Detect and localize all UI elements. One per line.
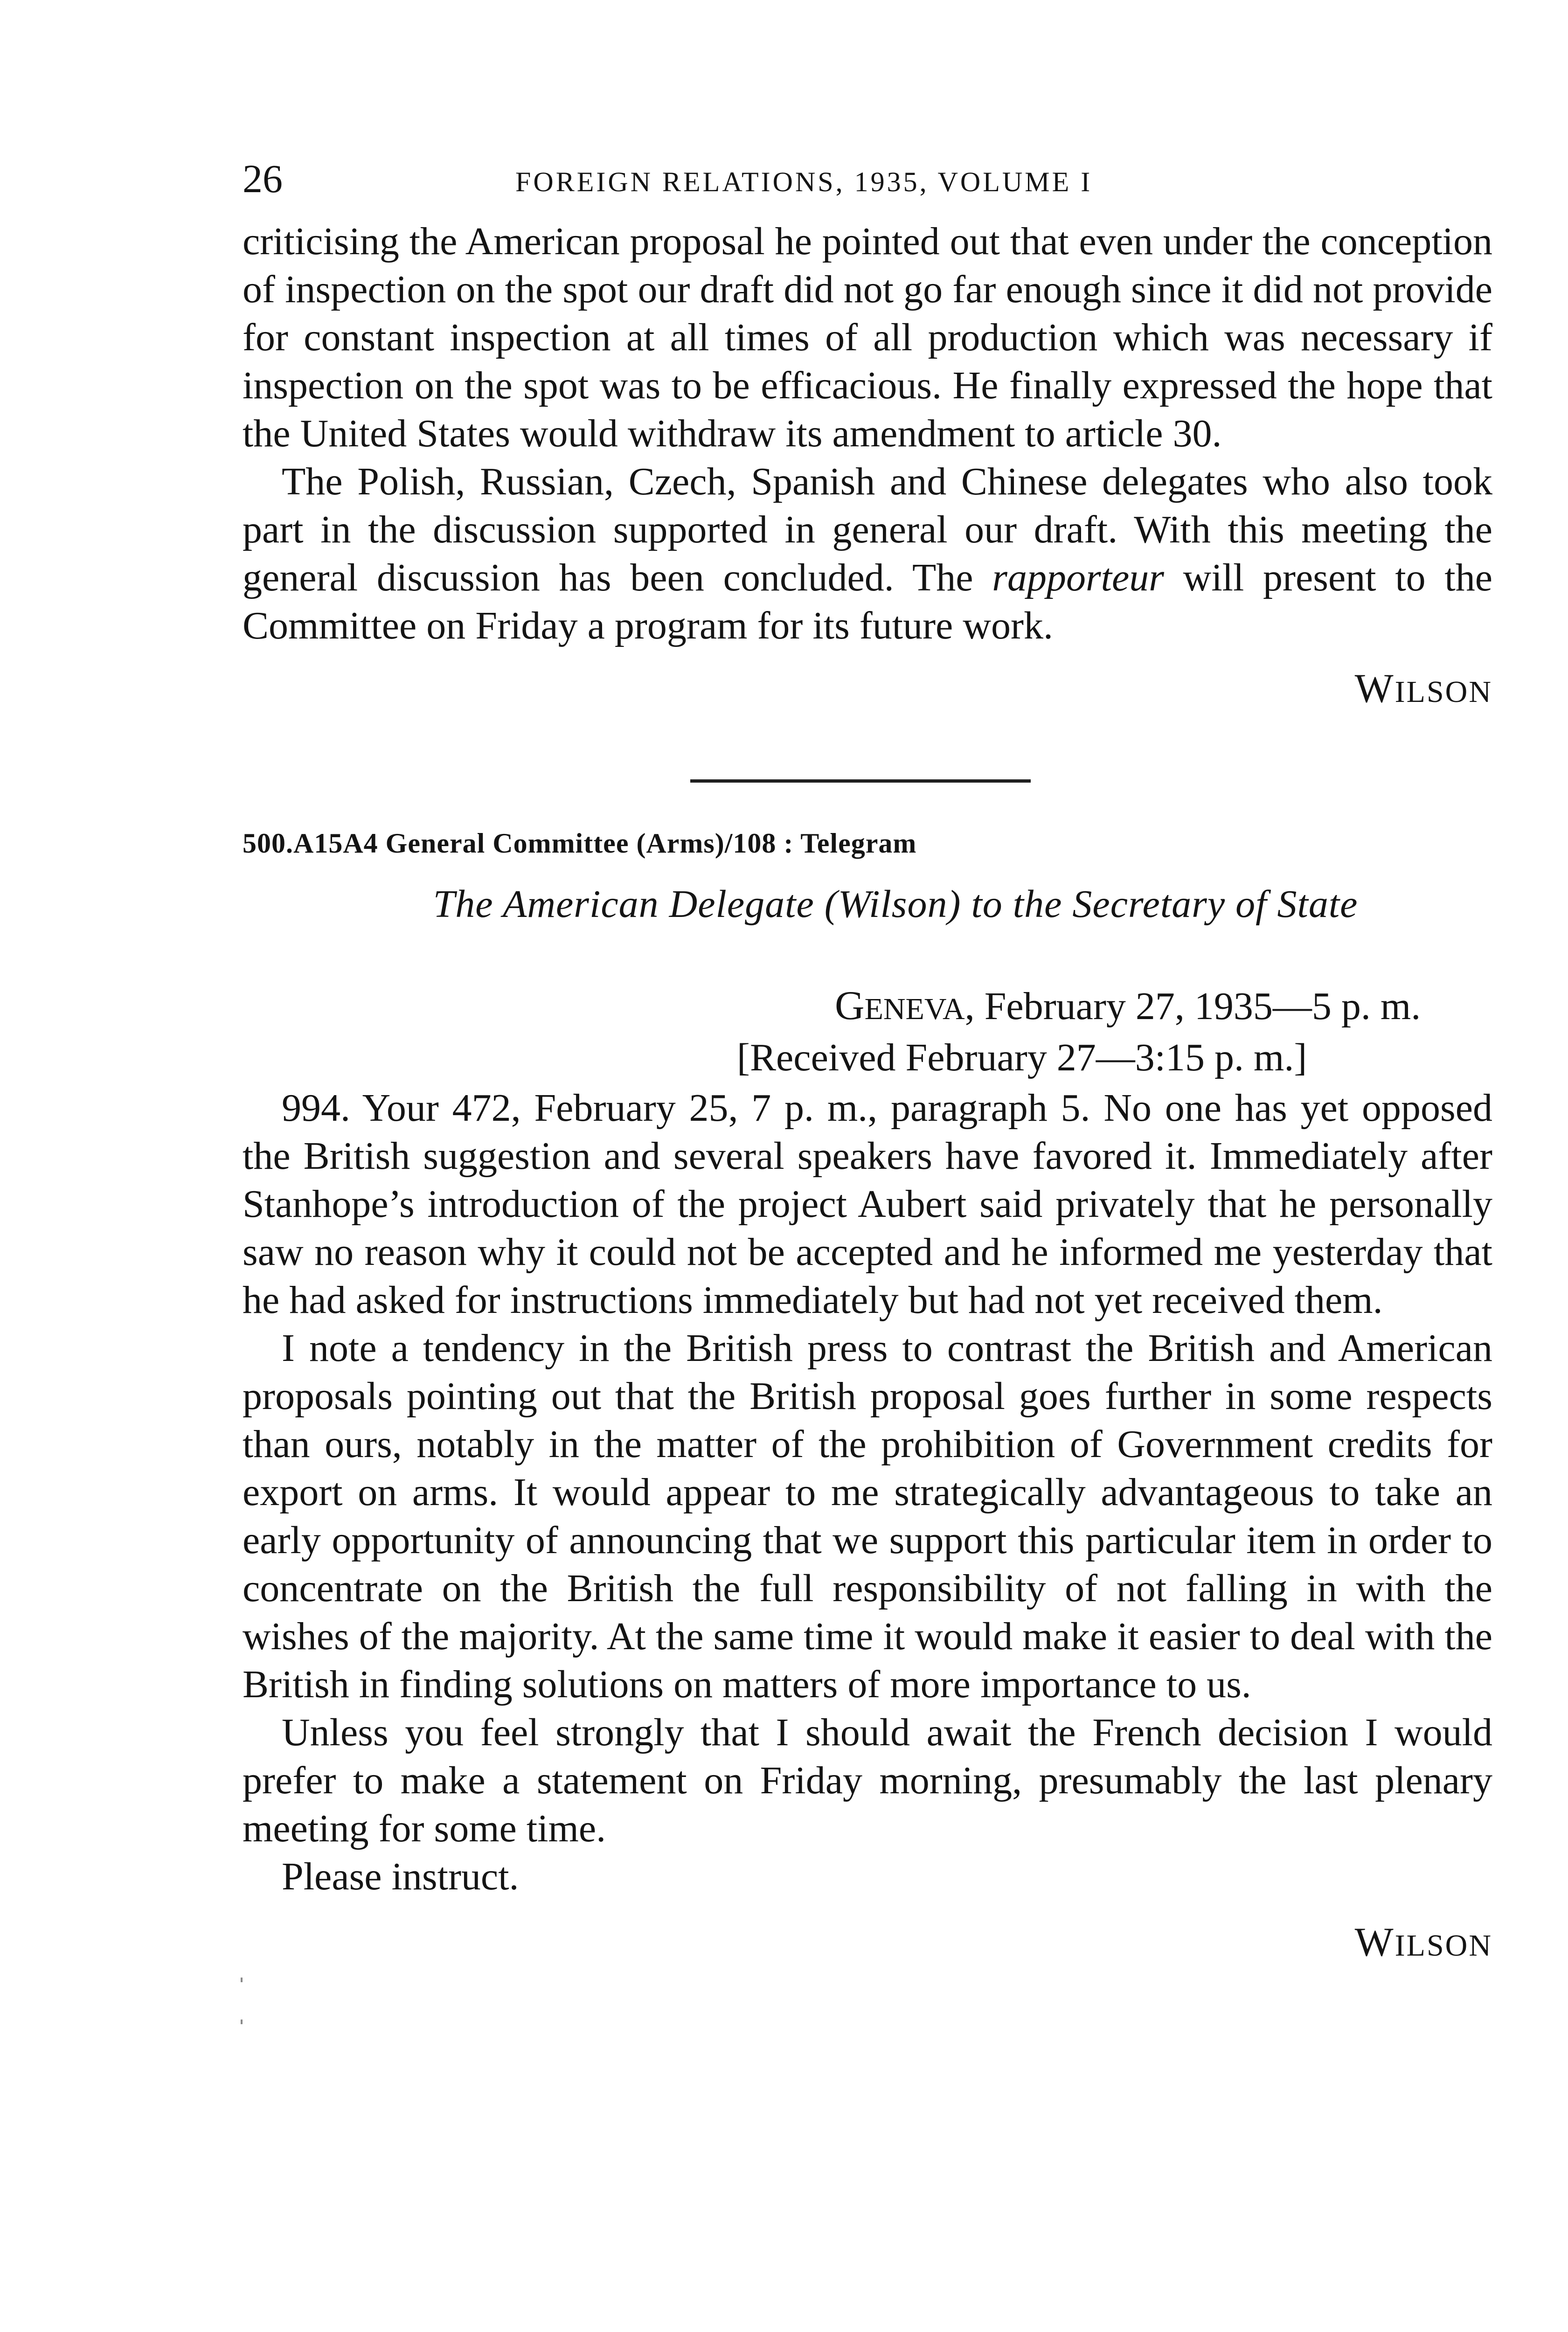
file-reference: 500.A15A4 General Committee (Arms)/108 : Telegram <box>243 828 917 859</box>
dateline-place: GENEVA <box>835 983 965 1029</box>
paragraph: The Polish, Russian, Czech, Spanish and Chinese delegates who also took part in the discussion supported in general our draft. With this meeting the general discussion has been concluded. The rapporteur will present to the Committee on Friday a program for its future work. <box>243 460 1492 647</box>
continued-telegram-body <box>243 217 1492 650</box>
paragraph: criticising the American proposal he pointed out that even under the conception of inspection on the spot our draft did not go far enough since it did not provide for constant inspection at all times of all production which was necessary if inspection on the spot was to be efficacious. He finally expressed the hope that the United States would withdraw its amendment to article 30. <box>243 220 1492 455</box>
dateline <box>243 982 1492 1034</box>
paragraph: Unless you feel strongly that I should await the French decision I would prefer to make a statement on Friday morning, presumably the last plenary meeting for some time. <box>243 1711 1492 1851</box>
paragraph: I note a tendency in the British press to contrast the British and American proposals pointing out that the British proposal goes further in some respects than ours, notably in the matter of the prohibition of Government credits for export on arms. It would appear to me strategically advantageous to take an early opportunity of announcing that we support this particular item in order to concentrate on the British the full responsibility of not falling in with the wishes of the majority. At the same time it would make it easier to deal with the British in finding solutions on matters of more importance to us. <box>243 1326 1492 1707</box>
telegram-body <box>243 1084 1492 1901</box>
received-line: [Received February 27—3:15 p. m.] <box>737 1036 1307 1080</box>
print-speck <box>241 1978 243 1982</box>
page <box>243 156 1492 1965</box>
page-number: 26 <box>243 156 283 201</box>
emphasis: rapporteur <box>992 556 1164 599</box>
paragraph: 994. Your 472, February 25, 7 p. m., paragraph 5. No one has yet opposed the British suggestion and several speakers have favored it. Immediately after Stanhope’s introduction of the project Aubert said privately that he personally saw no reason why it could not be accepted and he informed me yesterday that he had asked for instructions immediately but had not yet received them. <box>243 1086 1492 1322</box>
signature: WILSON <box>1354 666 1492 711</box>
dateline-date: , February 27, 1935—5 p. m. <box>964 985 1421 1028</box>
signature: WILSON <box>1354 1920 1492 1965</box>
running-title: FOREIGN RELATIONS, 1935, VOLUME I <box>515 167 1093 197</box>
paragraph: Please instruct. <box>282 1855 519 1899</box>
document-title: The American Delegate (Wilson) to the Secretary of State <box>433 882 1358 926</box>
running-head <box>243 156 1492 210</box>
print-speck <box>241 2020 243 2024</box>
section-divider <box>690 779 1031 783</box>
